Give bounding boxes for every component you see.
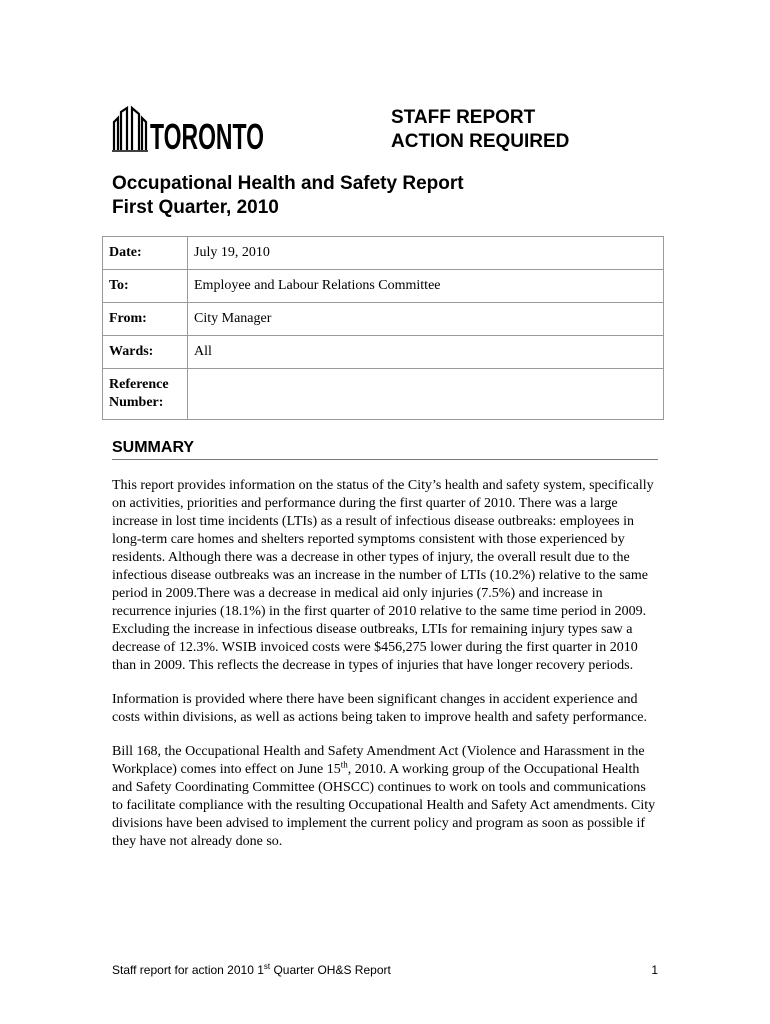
reference-label [103,369,188,420]
footer-text-part2: Quarter OH&S Report [270,963,391,977]
summary-paragraph-3-part1: Bill 168, the Occupational Health and Safety Amendment Act (Violence and Harassment in the Workplace) comes into effect on June 15 [112,744,645,777]
summary-paragraph-3 [112,743,660,851]
summary-paragraph-2: Information is provided where there have been significant changes in accident experience and costs within divisions, as well as actions being taken to improve health and safety performance. [112,692,647,725]
table-row-date [103,237,664,270]
report-type-line2: ACTION REQUIRED [391,131,570,152]
footer-text-superscript: st [263,962,271,971]
logo-wordmark: TORONTO [150,116,264,157]
to-value: Employee and Labour Relations Committee [188,270,664,303]
reference-label-line1: Reference [109,377,169,392]
report-title-line2: First Quarter, 2010 [112,197,279,218]
city-hall-icon [112,104,266,157]
date-value: July 19, 2010 [188,237,664,270]
from-label: From: [103,303,188,336]
summary-body [112,477,660,867]
table-row-to [103,270,664,303]
summary-paragraph-1: This report provides information on the status of the City’s health and safety system, specifically on activities, priorities and performance during the first quarter of 2010. There was a large increase in lost time incidents (LTIs) as a result of infectious disease outbreaks: employees in long-term care homes and shelters reported symptoms consistent with those experienced by residents. Although there was a decrease in other types of injury, the overall result due to the infectious disease outbreaks was an increase in the number of LTIs (10.2%) relative to the same period in 2009.There was a decrease in medical aid only injuries (7.5%) and increase in recurrence injuries (18.1%) in the first quarter of 2010 relative to the same time period in 2009. Excluding the increase in infectious disease outbreaks, LTIs for remaining injury types saw a decrease of 12.3%. WSIB invoiced costs were $456,275 lower during the first quarter in 2010 than in 2009. This reflects the decrease in types of injuries that have longer recovery periods. [112,478,654,673]
date-label: Date: [103,237,188,270]
report-title-line1: Occupational Health and Safety Report [112,173,464,194]
report-info-table [102,236,664,420]
report-title [112,172,464,220]
page-footer [112,962,658,978]
reference-value [188,369,664,420]
page-number: 1 [651,963,658,977]
summary-paragraph-3-part2: , 2010. A working group of the Occupational Health and Safety Coordinating Committee (OHSCC) continues to work on tools and communications to facilitate compliance with the resulting Occupational Health and Safety Act amendments. City divisions have been advised to implement the current policy and program as soon as possible if they have not already done so. [112,762,656,849]
toronto-logo [112,104,266,157]
footer-text [112,963,391,977]
summary-heading: SUMMARY [112,438,658,460]
reference-label-line2: Number: [109,395,164,410]
report-type-line1: STAFF REPORT [391,107,536,128]
to-label: To: [103,270,188,303]
report-type-heading [391,106,569,154]
summary-paragraph-3-superscript: th [340,759,348,770]
wards-label: Wards: [103,336,188,369]
table-row-wards [103,336,664,369]
wards-value: All [188,336,664,369]
table-row-from [103,303,664,336]
from-value: City Manager [188,303,664,336]
footer-text-part1: Staff report for action 2010 1 [112,963,264,977]
table-row-reference [103,369,664,420]
